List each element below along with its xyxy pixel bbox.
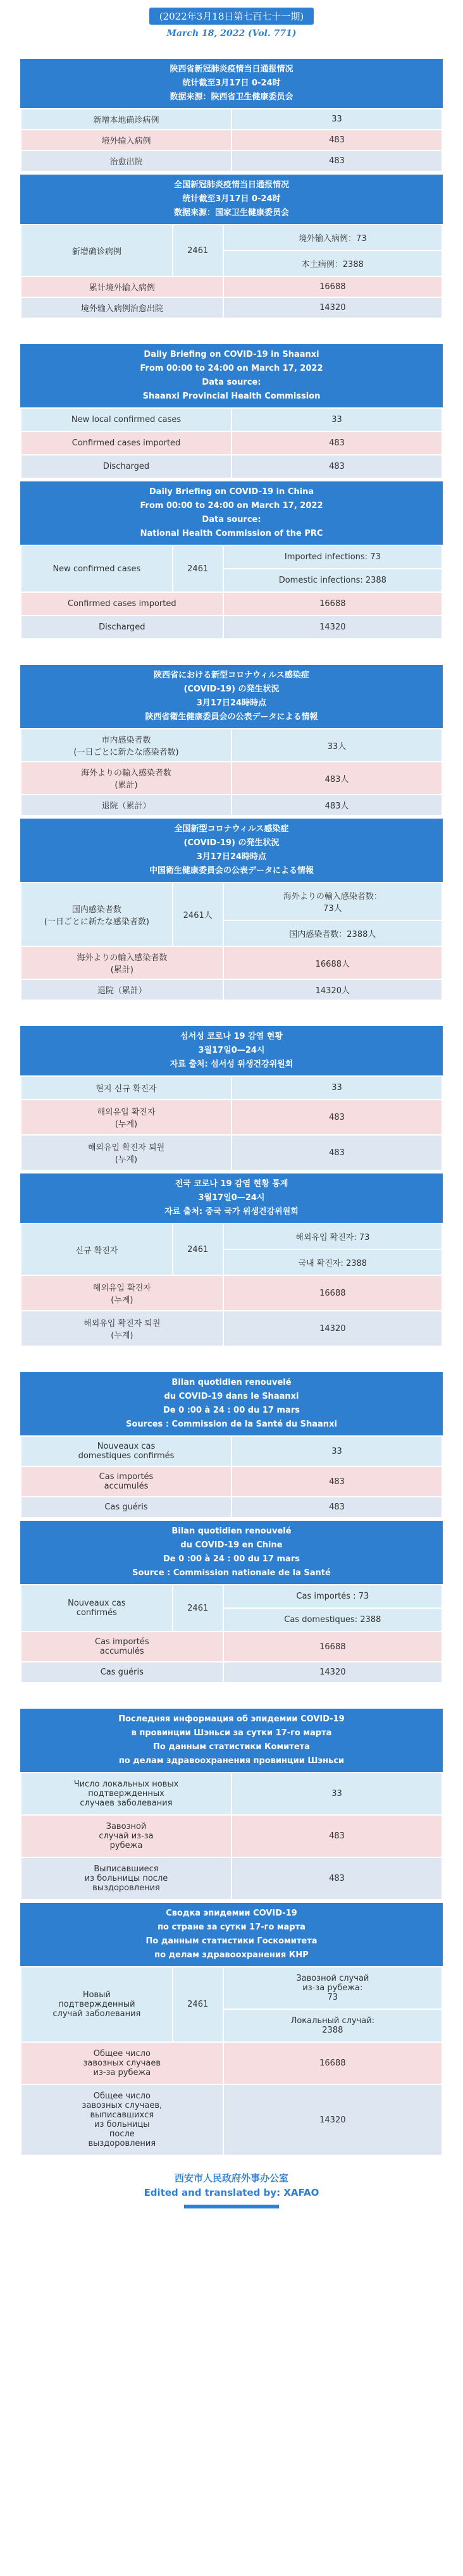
table-row [21,408,442,431]
ja-shaanxi-table [20,728,443,816]
en-national-label: Discharged [21,616,223,639]
issue-label: (2022年3月18日第七百七十一期) [149,8,314,25]
fr-national-new-value: 2461 [173,1585,223,1632]
ko-national-sub-imported: 해외유입 확진자: 73 [223,1223,442,1249]
cn-shaanxi-table [20,108,443,172]
cn-national-new-value: 2461 [173,225,223,276]
en-national-label: Confirmed cases imported [21,592,223,616]
ru-shaanxi-value: 483 [232,1857,442,1900]
cn-national-title-line: 全国新冠肺炎疫情当日通报情况 [173,180,289,190]
table-row [21,2084,442,2155]
ko-shaanxi-title-line: 섬서성 코로나 19 감염 현황 [180,1032,283,1041]
table-row [21,297,442,318]
en-national-title-line: From 00:00 to 24:00 on March 17, 2022 [140,501,323,511]
table-row [21,109,442,130]
footer-credit: Edited and translated by: XAFAO [144,2187,319,2198]
ru-national-title-line: По данным статистики Госкомитета [145,1936,318,1946]
cn-shaanxi-title-line: 数据来源：陕西省卫生健康委员会 [170,92,293,102]
table-row [21,1466,442,1497]
table-row [21,1773,442,1815]
ko-shaanxi-title [20,1026,443,1075]
table-row [21,795,442,815]
ru-shaanxi-value: 483 [232,1815,442,1857]
table-row [21,882,442,920]
en-shaanxi-label: Discharged [21,455,232,478]
table-row [21,1099,442,1135]
table-row [21,762,442,795]
fr-shaanxi-table [20,1435,443,1518]
ja-shaanxi-value: 483人 [232,762,442,795]
cn-national-value: 16688 [223,276,442,297]
fr-national-value: 14320 [223,1662,442,1683]
en-shaanxi-value: 483 [232,431,442,455]
fr-shaanxi-title-line: De 0 :00 à 24 : 00 du 17 mars [163,1406,300,1415]
ko-national-title [20,1173,443,1223]
en-national-value: 14320 [223,616,442,639]
ja-shaanxi-title [20,665,443,728]
en-shaanxi-title-line: Data source: [202,378,261,387]
cn-section [20,59,443,319]
ja-national-label: 海外よりの輸入感染者数 (累計) [21,946,223,979]
ru-national-sub-domestic: Локальный случай: 2388 [223,2009,442,2042]
cn-shaanxi-title-line: 统计截至3月17日 0-24时 [182,78,281,88]
ko-national-label: 해외유입 확진자 퇴원 (누계) [21,1311,223,1346]
ja-shaanxi-value: 483人 [232,795,442,815]
fr-national-title-line: Source : Commission nationale de la Santé [132,1568,331,1578]
ja-national-title-line: 3月17日24時時点 [196,852,267,862]
fr-shaanxi-value: 483 [232,1497,442,1518]
table-row [21,1662,442,1683]
cn-shaanxi-value: 483 [232,130,442,151]
fr-national-title-line: du COVID-19 en Chine [180,1540,283,1550]
ko-national-label: 해외유입 확진자 (누계) [21,1275,223,1311]
ja-section [20,665,443,1001]
en-shaanxi-title-line: Daily Briefing on COVID-19 in Shaanxi [144,350,319,359]
ko-shaanxi-table [20,1075,443,1171]
fr-shaanxi-label: Nouveaux cas domestiques confirmés [21,1436,232,1466]
issue-date-en: March 18, 2022 (Vol. 771) [166,28,297,39]
cn-shaanxi-label: 新增本地确诊病例 [21,109,232,130]
table-row [21,592,442,616]
en-national-title [20,481,443,545]
fr-national-sub-domestic: Cas domestiques: 2388 [223,1608,442,1632]
en-shaanxi-label: New local confirmed cases [21,408,232,431]
fr-shaanxi-title-line: Sources : Commission de la Santé du Shaanxi [126,1420,337,1429]
cn-shaanxi-label: 境外输入病例 [21,130,232,151]
fr-shaanxi-title-line: du COVID-19 dans le Shaanxi [164,1392,299,1401]
table-row [21,1497,442,1518]
cn-national-sub-domestic: 本土病例：2388 [223,251,442,276]
cn-national-label: 累计境外输入病例 [21,276,223,297]
table-row [21,1275,442,1311]
ja-national-new-value: 2461人 [173,882,223,946]
ru-national-new-label: Новый подтвержденный случай заболевания [21,1967,173,2042]
ko-national-value: 14320 [223,1311,442,1346]
table-row [21,151,442,171]
en-shaanxi-table [20,407,443,479]
en-section [20,344,443,640]
ko-shaanxi-value: 483 [232,1099,442,1135]
ko-section [20,1026,443,1347]
ru-national-table [20,1966,443,2156]
ja-shaanxi-title-line: 陝西省衛生健康委員会の公表データによる情報 [145,712,318,722]
ko-national-title-line: 3월17일0—24시 [198,1193,265,1203]
footer-org: 西安市人民政府外事办公室 [174,2172,288,2184]
fr-national-title-line: De 0 :00 à 24 : 00 du 17 mars [163,1554,300,1564]
cn-national-title-line: 统计截至3月17日 0-24时 [182,194,281,204]
ru-national-label: Общее число завозных случаев из-за рубежа [21,2042,223,2084]
ru-shaanxi-title-line: Последняя информация об эпидемии COVID-19 [118,1714,345,1724]
ru-shaanxi-title-line: в провинции Шэньси за сутки 17-го марта [131,1728,332,1738]
ja-national-value: 16688人 [223,946,442,979]
cn-national-new-label: 新增确诊病例 [21,225,173,276]
en-national-sub-domestic: Domestic infections: 2388 [223,569,442,592]
ko-shaanxi-title-line: 자료 출처: 섬서성 위생건강위원회 [170,1060,293,1069]
footer [0,2171,463,2208]
table-row [21,1585,442,1608]
cn-shaanxi-value: 483 [232,151,442,171]
en-national-title-line: National Health Commission of the PRC [140,529,323,538]
table-row [21,729,442,762]
fr-shaanxi-label: Cas importés accumulés [21,1466,232,1497]
en-national-title-line: Daily Briefing on COVID-19 in China [149,487,314,497]
footer-bar [184,2205,279,2208]
ja-national-title-line: 中国衛生健康委員会の公表データによる情報 [149,866,314,876]
fr-national-label: Cas guéris [21,1662,223,1683]
table-row [21,1815,442,1857]
ru-national-new-value: 2461 [173,1967,223,2042]
en-shaanxi-value: 33 [232,408,442,431]
ja-national-value: 14320人 [223,979,442,1000]
ja-national-title [20,819,443,882]
ko-shaanxi-label: 해외유입 확진자 퇴원 (누계) [21,1135,232,1170]
ko-national-table [20,1223,443,1347]
table-row [21,1135,442,1170]
en-shaanxi-title [20,344,443,407]
table-row [21,1632,442,1662]
en-shaanxi-title-line: Shaanxi Provincial Health Commission [142,392,321,401]
ru-national-title-line: Сводка эпидемии COVID-19 [166,1909,297,1918]
cn-shaanxi-label: 治愈出院 [21,151,232,171]
fr-national-label: Cas importés accumulés [21,1632,223,1662]
ru-shaanxi-title [20,1709,443,1772]
fr-national-value: 16688 [223,1632,442,1662]
ko-national-title-line: 전국 코로나 19 감염 현황 통계 [175,1179,288,1189]
ja-shaanxi-label: 海外よりの輸入感染者数 (累計) [21,762,232,795]
en-national-value: 16688 [223,592,442,616]
ko-shaanxi-label: 해외유입 확진자 (누계) [21,1099,232,1135]
ru-national-title [20,1903,443,1966]
en-national-table [20,545,443,640]
ja-national-table [20,882,443,1001]
ko-shaanxi-value: 483 [232,1135,442,1170]
ru-national-title-line: по делам здравоохранения КНР [154,1950,309,1960]
ja-shaanxi-label: 退院（累計） [21,795,232,815]
table-row [21,1436,442,1466]
fr-national-sub-imported: Cas importés : 73 [223,1585,442,1608]
ru-shaanxi-label: Завозной случай из-за рубежа [21,1815,232,1857]
ru-national-value: 14320 [223,2084,442,2155]
cn-national-label: 境外输入病例治愈出院 [21,297,223,318]
table-row [21,1223,442,1249]
en-national-new-label: New confirmed cases [21,545,173,592]
ko-national-new-value: 2461 [173,1223,223,1275]
fr-national-new-label: Nouveaux cas confirmés [21,1585,173,1632]
ja-national-new-label: 国内感染者数 (一日ごとに新たな感染者数) [21,882,173,946]
ru-national-sub-imported: Завозной случай из-за рубежа: 73 [223,1967,442,2009]
ja-shaanxi-label: 市内感染者数 (一日ごとに新たな感染者数) [21,729,232,762]
ja-national-label: 退院（累計） [21,979,223,1000]
ru-section [20,1709,443,2156]
ja-national-sub-imported: 海外よりの輸入感染者数： 73人 [223,882,442,920]
table-row [21,1967,442,2009]
en-shaanxi-value: 483 [232,455,442,478]
cn-shaanxi-title-line: 陕西省新冠肺炎疫情当日通报情况 [170,65,293,74]
ja-national-sub-domestic: 国内感染者数：2388人 [223,920,442,946]
cn-national-title [20,175,443,224]
fr-shaanxi-title-line: Bilan quotidien renouvelé [171,1378,292,1387]
ko-shaanxi-label: 현지 신규 확진자 [21,1076,232,1099]
en-national-title-line: Data source: [202,515,261,524]
table-row [21,1311,442,1346]
cn-national-title-line: 数据来源：国家卫生健康委员会 [173,208,289,218]
fr-national-title [20,1521,443,1584]
ru-shaanxi-label: Выписавшиеся из больницы после выздоровления [21,1857,232,1900]
fr-shaanxi-label: Cas guéris [21,1497,232,1518]
fr-shaanxi-title [20,1372,443,1435]
ko-national-value: 16688 [223,1275,442,1311]
table-row [21,2042,442,2084]
ru-national-title-line: по стране за сутки 17-го марта [157,1923,306,1932]
fr-national-table [20,1584,443,1683]
table-row [21,130,442,151]
fr-section [20,1372,443,1683]
ja-shaanxi-title-line: 3月17日24時時点 [196,698,267,708]
ja-shaanxi-title-line: (COVID-19) の発生状況 [183,684,280,694]
fr-shaanxi-value: 483 [232,1466,442,1497]
cn-national-table [20,224,443,319]
cn-national-value: 14320 [223,297,442,318]
header [0,0,463,39]
ko-shaanxi-title-line: 3월17일0—24시 [198,1046,265,1055]
ja-national-title-line: 全国新型コロナウィルス感染症 [174,824,289,834]
ru-shaanxi-title-line: По данным статистики Комитета [153,1742,310,1752]
en-shaanxi-title-line: From 00:00 to 24:00 on March 17, 2022 [140,364,323,373]
table-row [21,1857,442,1900]
table-row [21,455,442,478]
ko-national-sub-domestic: 국내 확진자: 2388 [223,1249,442,1275]
table-row [21,616,442,639]
table-row [21,225,442,251]
table-row [21,431,442,455]
table-row [21,979,442,1000]
ko-shaanxi-value: 33 [232,1076,442,1099]
en-national-sub-imported: Imported infections: 73 [223,545,442,569]
cn-national-sub-imported: 境外输入病例：73 [223,225,442,251]
cn-shaanxi-title [20,59,443,108]
ru-shaanxi-value: 33 [232,1773,442,1815]
ru-national-label: Общее число завозных случаев, выписавшихся из больницы после выздоровления [21,2084,223,2155]
ru-shaanxi-title-line: по делам здравоохранения провинции Шэньси [118,1756,345,1766]
ko-national-title-line: 자료 출처: 중국 국가 위생건강위원회 [164,1207,299,1217]
en-shaanxi-label: Confirmed cases imported [21,431,232,455]
table-row [21,276,442,297]
ru-shaanxi-table [20,1772,443,1900]
ja-shaanxi-value: 33人 [232,729,442,762]
fr-national-title-line: Bilan quotidien renouvelé [171,1526,292,1536]
table-row [21,946,442,979]
cn-shaanxi-value: 33 [232,109,442,130]
table-row [21,1076,442,1099]
ja-shaanxi-title-line: 陝西省における新型コロナウィルス感染症 [154,671,309,680]
en-national-new-value: 2461 [173,545,223,592]
ru-national-value: 16688 [223,2042,442,2084]
ko-national-new-label: 신규 확진자 [21,1223,173,1275]
table-row [21,545,442,569]
ja-national-title-line: (COVID-19) の発生状況 [183,838,280,848]
fr-shaanxi-value: 33 [232,1436,442,1466]
ru-shaanxi-label: Число локальных новых подтвержденных случаев заболевания [21,1773,232,1815]
